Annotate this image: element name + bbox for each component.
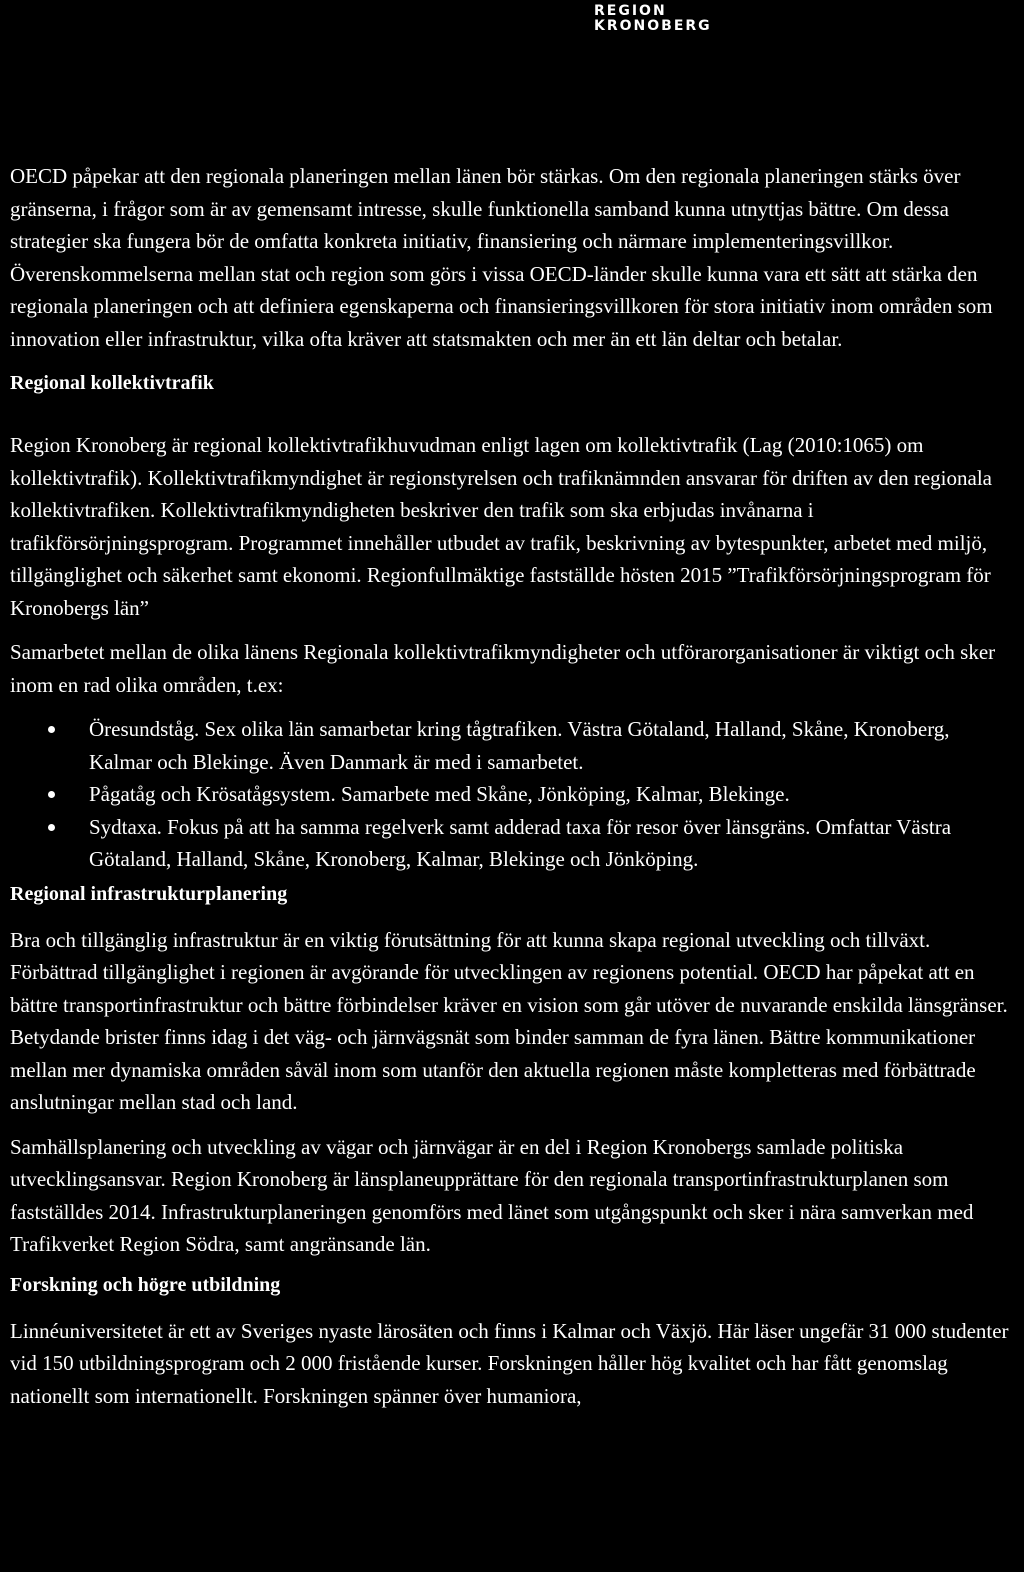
list-item-text: Öresundståg. Sex olika län samarbetar kring tågtrafiken. Västra Götaland, Halland, Skåne, Kronoberg, Kalmar och Blekinge. Även Danmark är med i samarbetet. [89, 717, 950, 774]
bullet-icon [48, 824, 55, 831]
paragraph-oecd: OECD påpekar att den regionala planeringen mellan länen bör stärkas. Om den regionala planeringen stärks över gränserna, i frågor som är av gemensamt intresse, skulle funktionella samband kunna utnyttjas bättre. Om dessa strategier ska fungera bör de omfatta konkreta initiativ, finansiering och närmare implementeringsvillkor. Överenskommelserna mellan stat och region som görs i vissa OECD-länder skulle kunna vara ett sätt att stärka den regionala planeringen och att definiera egenskaperna och finansieringsvillkoren för stora initiativ inom områden som innovation eller infrastruktur, vilka ofta kräver att statsmakten och mer än ett län deltar och betalar. [10, 164, 993, 351]
list-item [10, 778, 1010, 811]
list-item-text: Sydtaxa. Fokus på att ha samma regelverk samt adderad taxa för resor över länsgräns. Omfattar Västra Götaland, Halland, Skåne, Kronoberg, Kalmar, Blekinge och Jönköping. [89, 814, 952, 871]
bullet-icon [48, 791, 55, 798]
paragraph-samarbete: Samarbetet mellan de olika länens Regionala kollektivtrafikmyndigheter och utförarorganisationer är viktigt och sker inom en rad olika områden, t.ex: [10, 640, 996, 697]
heading-regional-infrastrukturplanering: Regional infrastrukturplanering [10, 882, 288, 905]
document-body [10, 160, 1010, 1412]
heading-regional-kollektivtrafik: Regional kollektivtrafik [10, 372, 214, 394]
list-item [10, 713, 1010, 778]
list-item-text: Pågatåg och Krösatågsystem. Samarbete med Skåne, Jönköping, Kalmar, Blekinge. [89, 782, 790, 806]
heading-forskning-och-hogre-utbildning: Forskning och högre utbildning [10, 1273, 281, 1296]
region-kronoberg-logo [594, 4, 712, 34]
paragraph-samhallsplanering: Samhällsplanering och utveckling av vägar och järnvägar är en del i Region Kronobergs samlade politiska utvecklingsansvar. Region Kronoberg är länsplaneupprättare för den regionala transportinfrastrukturplanen som fastställdes 2014. Infrastrukturplaneringen genomförs med länet som utgångspunkt och sker i nära samverkan med Trafikverket Region Södra, samt angränsande län. [10, 1134, 974, 1256]
paragraph-infrastruktur: Bra och tillgänglig infrastruktur är en viktig förutsättning för att kunna skapa regional utveckling och tillväxt. Förbättrad tillgänglighet i regionen är avgörande för utvecklingen av regionens potential. OECD har påpekat att en bättre transportinfrastruktur och bättre förbindelser kräver en vision som går utöver de nuvarande enskilda länsgränser. Betydande brister finns idag i det väg- och järnvägsnät som binder samman de fyra länen. Bättre kommunikationer mellan mer dynamiska områden såväl inom som utanför den aktuella regionen måste kompletteras med förbättrade anslutningar mellan stad och land. [10, 927, 1008, 1114]
bullet-list [10, 713, 1010, 876]
paragraph-kollektivtrafik: Region Kronoberg är regional kollektivtrafikhuvudman enligt lagen om kollektivtrafik (Lag (2010:1065) om kollektivtrafik). Kollektivtrafikmyndighet är regionstyrelsen och trafiknämnden ansvarar för driften av den regionala kollektivtrafiken. Kollektivtrafikmyndigheten beskriver den trafik som ska erbjudas invånarna i trafikförsörjningsprogram. Programmet innehåller utbudet av trafik, beskrivning av bytespunkter, arbetet med miljö, tillgänglighet och säkerhet samt ekonomi. Regionfullmäktige fastställde hösten 2015 ”Trafikförsörjningsprogram för Kronobergs län” [10, 433, 992, 620]
logo-line-kronoberg: KRONOBERG [594, 18, 712, 34]
logo-line-region: REGION [594, 3, 667, 19]
list-item [10, 811, 1010, 876]
bullet-icon [48, 726, 55, 733]
paragraph-forskning: Linnéuniversitetet är ett av Sveriges nyaste lärosäten och finns i Kalmar och Växjö. Här läser ungefär 31 000 studenter vid 150 utbildningsprogram och 2 000 fristående kurser. Forskningen håller hög kvalitet och har fått genomslag nationellt som internationellt. Forskningen spänner över humaniora, [10, 1318, 1009, 1408]
